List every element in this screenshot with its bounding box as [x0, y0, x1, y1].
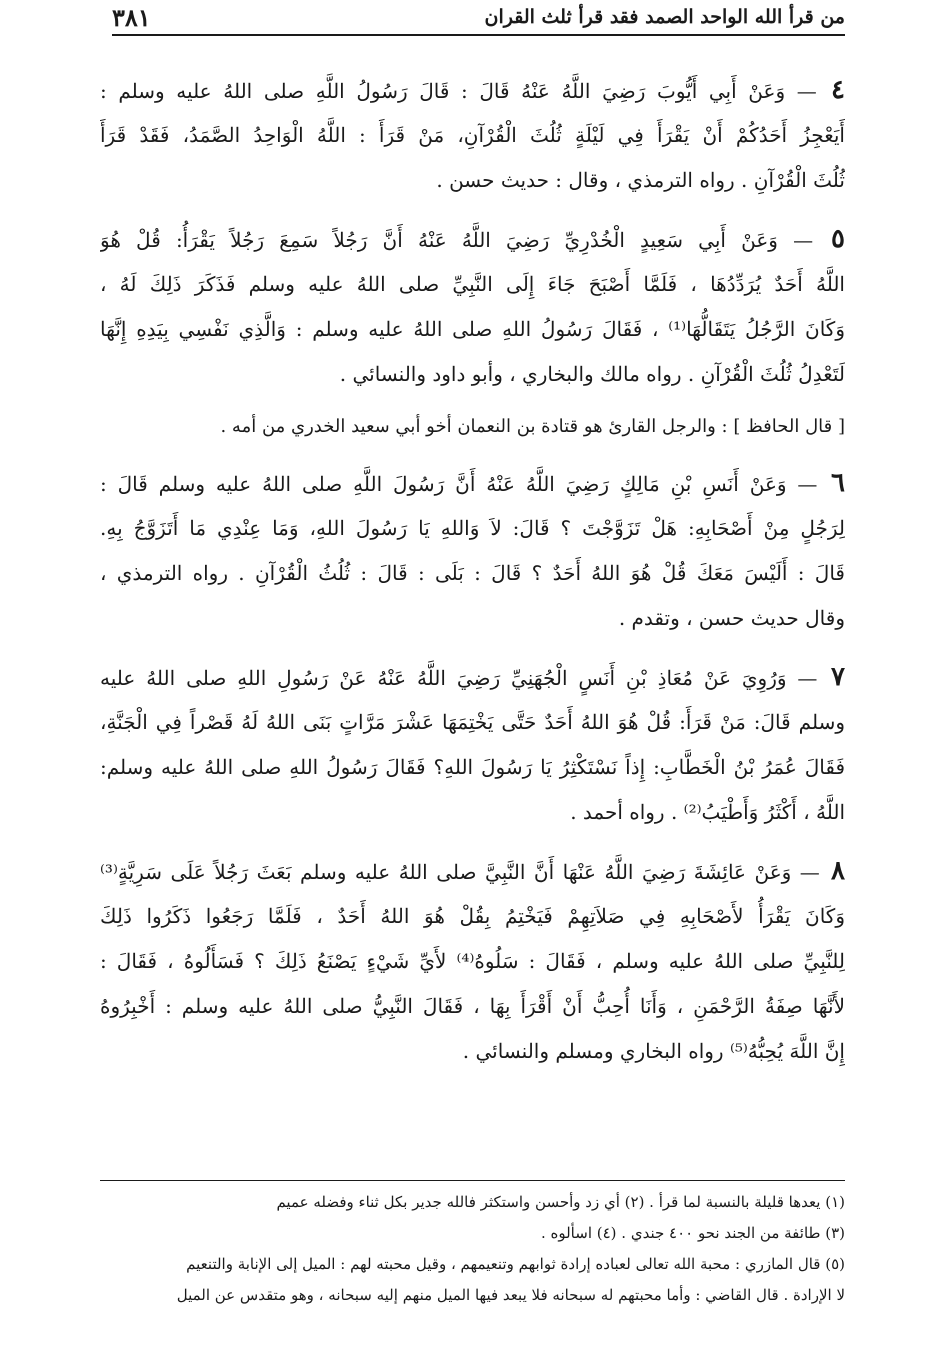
hadith-line: [100, 894, 845, 939]
editor-note: [100, 407, 845, 447]
hadith-line: [100, 939, 845, 984]
hadith-line: [100, 1029, 845, 1074]
hadith-text: وَكَانَ يَقْرَأُ لأَصْحَابِهِ فِي صَلاَتِهِمْ فَيَخْتِمُ بِقُلْ هُوَ اللهُ أَحَدٌ ، فَلَمَّا رَجَعُوا ذَكَرُوا ذَلِكَ: [100, 904, 845, 928]
hadith-line: [100, 217, 845, 262]
page-body: [100, 68, 845, 1074]
hadith-line: [100, 745, 845, 790]
hadith-line: [100, 551, 845, 596]
hadith-line: [100, 352, 845, 397]
hadith-text: لأَنَّهَا صِفَةُ الرَّحْمَنِ ، وَأَنَا أُحِبُّ أَنْ أَقْرَأَ بِهَا ، فَقَالَ النَّبِيُّ صلى اللهُ عليه وسلم : أَخْبِرُوهُ: [100, 994, 845, 1018]
footnotes: [100, 1180, 845, 1311]
hadith-text: ثُلُثَ الْقُرْآنِ . رواه الترمذي ، وقال : حديث حسن .: [436, 168, 845, 192]
hadith-text: لِلنَّبِيِّ صلى اللهُ عليه وسلم ، فَقَالَ : سَلُوهُ⁽⁴⁾ لأَيِّ شَيْءٍ يَصْنَعُ ذَلِكَ ؟ فَسَأَلُوهُ ، فَقَالَ :: [100, 949, 845, 973]
hadith-number: ٦: [817, 468, 845, 498]
hadith-text: — وَعَنْ عَائِشَةَ رَضِيَ اللَّهُ عَنْهَا أَنَّ النَّبِيَّ صلى اللهُ عليه وسلم بَعَثَ رَجُلاً عَلَى سَرِيَّةٍ⁽³⁾: [100, 860, 820, 884]
hadith-text: — وَرُوِيَ عَنْ مُعَاذِ بْنِ أَنَسٍ الْجُهَنِيِّ رَضِيَ اللَّهُ عَنْهُ عَنْ رَسُولِ اللهِ صلى اللهُ عليه: [100, 666, 818, 690]
hadith-line: [100, 984, 845, 1029]
hadith-line: [100, 68, 845, 113]
hadith-text: وقال حديث حسن ، وتقدم .: [618, 606, 845, 630]
hadith-line: [100, 262, 845, 307]
hadith-line: [100, 700, 845, 745]
hadith-text: إِنَّ اللَّهَ يُحِبُّهُ⁽⁵⁾ رواه البخاري ومسلم والنسائي .: [462, 1039, 845, 1063]
hadith-line: [100, 307, 845, 352]
hadith-number: ٤: [816, 75, 845, 105]
hadith-number: ٨: [819, 856, 845, 886]
hadith-number: ٧: [817, 662, 845, 692]
hadith-line: [100, 655, 845, 700]
footnote-line: (١) يعدها قليلة بالنسبة لما قرأ . (٢) أي زد وأحسن واستكثر فالله جدير بكل ثناء وفضله عميم: [276, 1193, 845, 1211]
hadith-text: اللَّهُ أَحَدٌ يُرَدِّدُهَا ، فَلَمَّا أَصْبَحَ جَاءَ إِلَى النَّبِيِّ صلى اللهُ عليه وسلم فَذَكَرَ ذَلِكَ لَهُ ،: [100, 272, 845, 296]
hadith-text: قَالَ : أَلَيْسَ مَعَكَ قُلْ هُوَ اللهُ أَحَدٌ ؟ قَالَ : بَلَى : قَالَ : ثُلُثُ الْقُرْآنِ . رواه الترمذي ،: [100, 561, 845, 585]
hadith-line: [100, 113, 845, 158]
hadith-text: لَتَعْدِلُ ثُلُثَ الْقُرْآنِ . رواه مالك والبخاري ، وأبو داود والنسائي .: [339, 362, 845, 386]
hadith-text: أَيَعْجِزُ أَحَدُكُمْ أَنْ يَقْرَأَ فِي لَيْلَةٍ ثُلُثَ الْقُرْآنِ، مَنْ قَرَأَ : اللَّهُ الْوَاحِدُ الصَّمَدُ، فَقَدْ قَرَأَ: [100, 123, 845, 147]
running-title: من قرأ الله الواحد الصمد فقد قرأ ثلث القران: [484, 6, 845, 28]
footnote-line: (٥) قال المازري : محبة الله تعالى لعباده إرادة ثوابهم وتنعيمهم ، وقيل محبته لهم : الميل إلى الإنابة والتنعيم: [186, 1255, 845, 1273]
hadith-number: ٥: [813, 224, 845, 254]
hadith-text: — وَعَنْ أَبِي أَيُّوبَ رَضِيَ اللَّهُ عَنْهُ قَالَ : قَالَ رَسُولُ اللَّهِ صلى اللهُ عليه وسلم :: [100, 79, 817, 103]
hadith-text: — وَعَنْ أَبِي سَعِيدٍ الْخُدْرِيِّ رَضِيَ اللَّهُ عَنْهُ أَنَّ رَجُلاً سَمِعَ رَجُلاً يَقْرَأُ: قُلْ هُوَ: [100, 228, 814, 252]
hadith-line: [100, 158, 845, 203]
page-header: [112, 0, 845, 36]
footnote-line: (٣) طائفة من الجند نحو ٤٠٠ جندي . (٤) اسألوه .: [540, 1224, 845, 1242]
hadith-text: لِرَجُلٍ مِنْ أَصْحَابِهِ: هَلْ تَزَوَّجْتَ ؟ قَالَ: لاَ وَاللهِ يَا رَسُولَ اللهِ، وَمَا عِنْدِي مَا أَتَزَوَّجُ بِهِ.: [100, 516, 845, 540]
hadith-text: [ قال الحافظ ] : والرجل القارئ هو قتادة بن النعمان أخو أبي سعيد الخدري من أمه .: [220, 416, 845, 437]
hadith-text: وسلم قَالَ: مَنْ قَرَأَ: قُلْ هُوَ اللهُ أَحَدٌ حَتَّى يَخْتِمَهَا عَشْرَ مَرَّاتٍ بَنَى اللهُ لَهُ قَصْراً فِي الْجَنَّةِ،: [100, 710, 845, 734]
footnote-line: لا الإرادة . قال القاضي : وأما محبتهم له سبحانه فلا يبعد فيها الميل منهم إليه سبحانه ، وهو متقدس عن الميل: [176, 1286, 845, 1304]
hadith-line: [100, 790, 845, 835]
hadith-text: — وَعَنْ أَنَسِ بْنِ مَالِكٍ رَضِيَ اللَّهُ عَنْهُ أَنَّ رَسُولَ اللَّهِ صلى اللهُ عليه وسلم قَالَ :: [100, 472, 818, 496]
hadith-line: [100, 461, 845, 506]
hadith-line: [100, 849, 845, 894]
hadith-text: فَقَالَ عُمَرُ بْنُ الْخَطَّابِ: إِذاً نَسْتَكْثِرُ يَا رَسُولَ اللهِ؟ فَقَالَ رَسُولُ اللهِ صلى اللهُ عليه وسلم:: [100, 755, 845, 779]
hadith-line: [100, 506, 845, 551]
page-number: ٣٨١: [112, 2, 151, 32]
hadith-text: اللَّهُ ، أَكْثَرُ وَأَطْيَبُ⁽²⁾ . رواه أحمد .: [570, 800, 845, 824]
hadith-line: [100, 596, 845, 641]
hadith-text: وَكَانَ الرَّجُلُ يَتَقَالُّهَا⁽¹⁾ ، فَقَالَ رَسُولُ اللهِ صلى اللهُ عليه وسلم : وَالَّذِي نَفْسِي بِيَدِهِ إِنَّهَا: [100, 317, 845, 341]
